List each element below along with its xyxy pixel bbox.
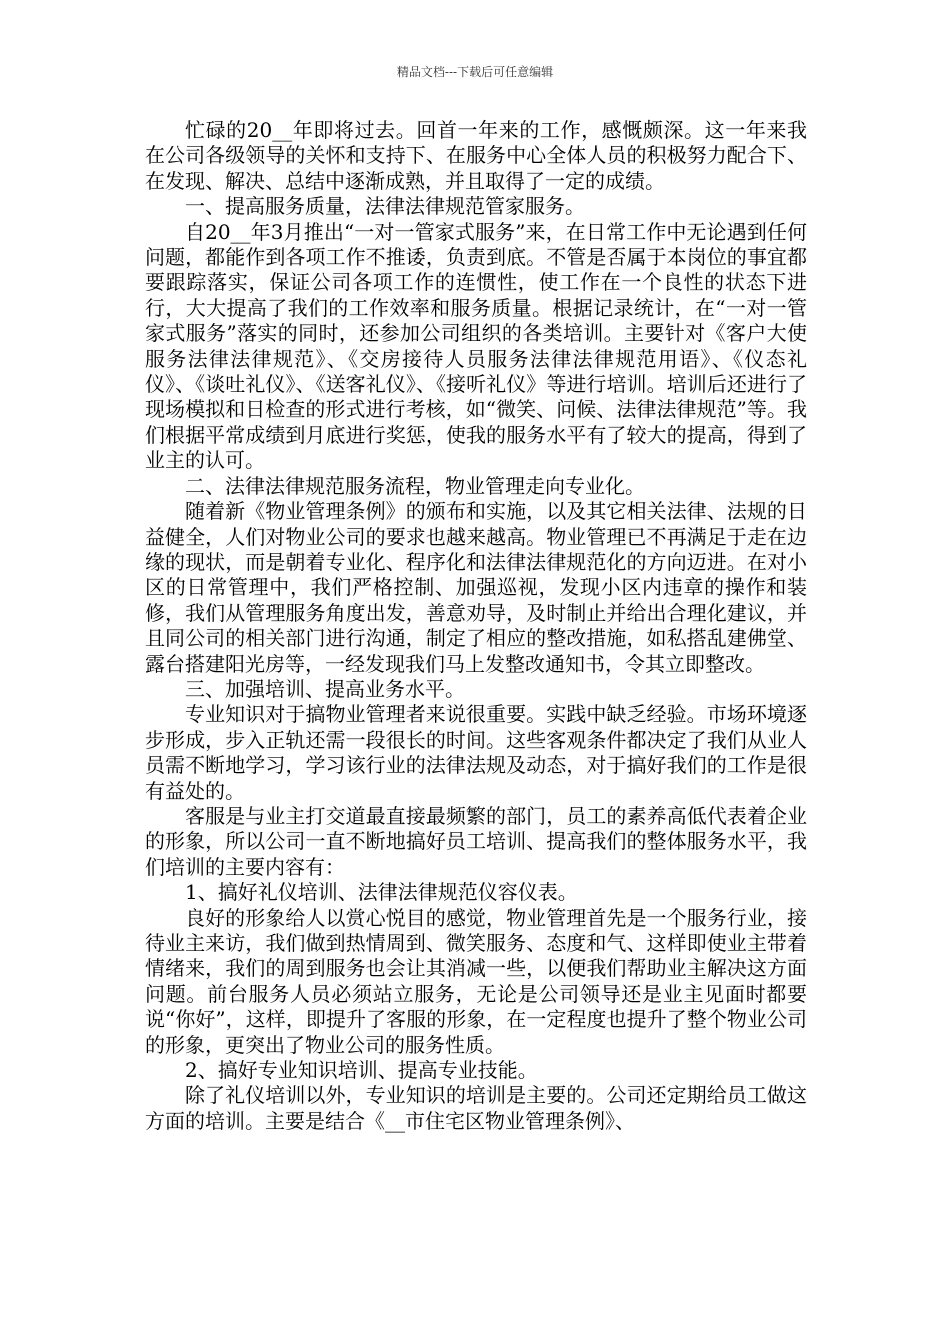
page-header: 精品文档---下载后可任意编辑 xyxy=(396,65,554,79)
paragraph-skills-training: 除了礼仪培训以外，专业知识的培训是主要的。公司还定期给员工做这方面的培训。主要是结合《__市住宅区物业管理条例》、 xyxy=(145,1083,807,1133)
subsection-heading-1: 1、搞好礼仪培训、法律法律规范仪容仪表。 xyxy=(185,880,578,905)
paragraph-intro: 忙碌的20__年即将过去。回首一年来的工作，感慨颇深。这一年来我在公司各级领导的关怀和支持下、在服务中心全体人员的积极努力配合下、在发现、解决、总结中逐渐成熟，并且取得了一定的成绩。 xyxy=(145,118,807,193)
subsection-heading-2: 2、搞好专业知识培训、提高专业技能。 xyxy=(185,1058,538,1083)
paragraph-customer-service: 客服是与业主打交道最直接最频繁的部门，员工的素养高低代表着企业的形象，所以公司一直不断地搞好员工培训、提高我们的整体服务水平，我们培训的主要内容有： xyxy=(145,803,807,879)
paragraph-service-process: 随着新《物业管理条例》的颁布和实施，以及其它相关法律、法规的日益健全，人们对物业公司的要求也越来越高。物业管理已不再满足于走在边缘的现状，而是朝着专业化、程序化和法律法律规范化的方向迈进。在对小区的日常管理中，我们严格控制、加强巡视，发现小区内违章的操作和装修，我们从管理服务角度出发，善意劝导，及时制止并给出合理化建议，并且同公司的相关部门进行沟通，制定了相应的整改措施，如私搭乱建佛堂、露台搭建阳光房等，一经发现我们马上发整改通知书，令其立即整改。 xyxy=(145,499,807,676)
paragraph-service-quality: 自20__年3月推出“一对一管家式服务”来，在日常工作中无论遇到任何问题，都能作到各项工作不推诿，负责到底。不管是否属于本岗位的事宜都要跟踪落实，保证公司各项工作的连惯性，使工作在一个良性的状态下进行，大大提高了我们的工作效率和服务质量。根据记录统计，在“一对一管家式服务”落实的同时，还参加公司组织的各类培训。主要针对《客户大使服务法律法律规范》、《交房接待人员服务法律法律规范用语》、《仪态礼仪》、《谈吐礼仪》、《送客礼仪》、《接听礼仪》等进行培训。培训后还进行了现场模拟和日检查的形式进行考核，如“微笑、问候、法律法律规范”等。我们根据平常成绩到月底进行奖惩，使我的服务水平有了较大的提高，得到了业主的认可。 xyxy=(145,219,807,473)
section-heading-2: 二、法律法律规范服务流程，物业管理走向专业化。 xyxy=(185,473,645,498)
paragraph-professional-knowledge: 专业知识对于搞物业管理者来说很重要。实践中缺乏经验。市场环境逐步形成，步入正轨还需一段很长的时间。这些客观条件都决定了我们从业人员需不断地学习，学习该行业的法律法规及动态，对于搞好我们的工作是很有益处的。 xyxy=(145,702,807,803)
document-body xyxy=(145,118,807,1134)
paragraph-etiquette: 良好的形象给人以赏心悦目的感觉，物业管理首先是一个服务行业，接待业主来访，我们做到热情周到、微笑服务、态度和气、这样即使业主带着情绪来，我们的周到服务也会让其消减一些，以便我们帮助业主解决这方面问题。前台服务人员必须站立服务，无论是公司领导还是业主见面时都要说“你好”，这样，即提升了客服的形象，在一定程度也提升了整个物业公司的形象，更突出了物业公司的服务性质。 xyxy=(145,905,807,1057)
section-heading-1: 一、提高服务质量，法律法律规范管家服务。 xyxy=(185,194,585,219)
section-heading-3: 三、加强培训、提高业务水平。 xyxy=(185,676,465,701)
